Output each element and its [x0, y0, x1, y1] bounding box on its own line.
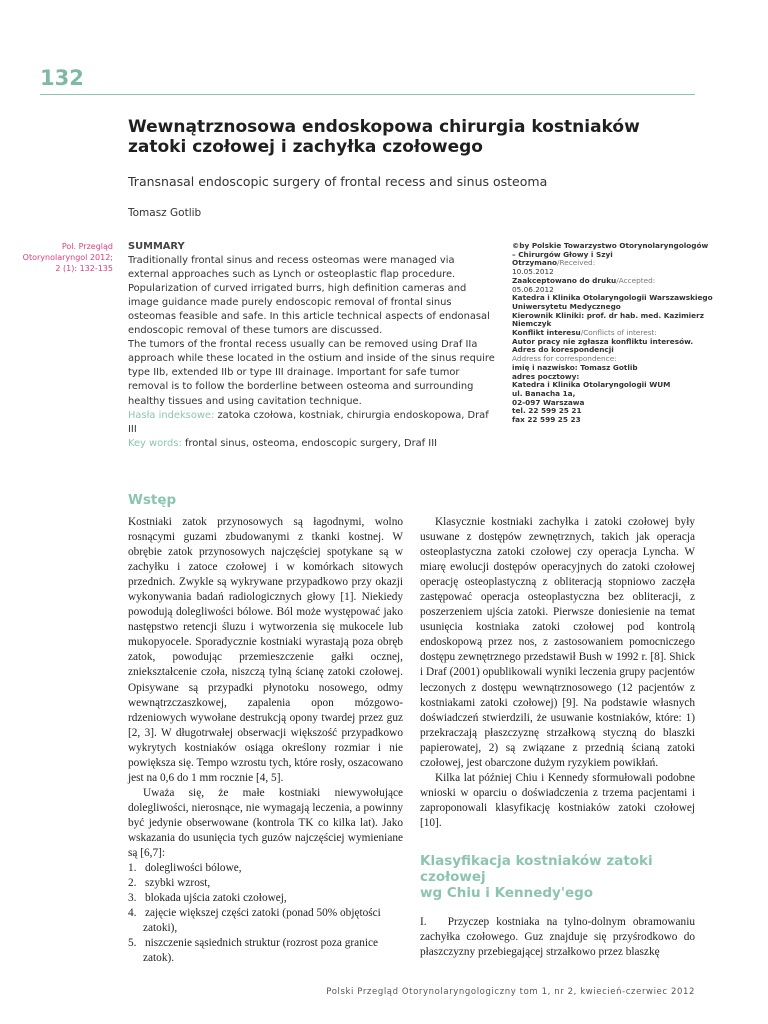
polish-keywords-label: Hasła indeksowe: [128, 409, 215, 421]
summary-paragraph-2: The tumors of the frontal recess usually can be removed using Draf IIa approach while these located in the ostium and inside of the sinus require type IIb, extended IIb or type III drainage. Important for safe tumor removal is to follow the borderline between osteoma and surrounding healthy tissues and using cavitation technique. [128, 339, 495, 407]
list-item: 3. blokada ujścia zatoki czołowej, [128, 892, 287, 905]
accepted-label-en: /Accepted: [616, 275, 656, 285]
citation [18, 241, 113, 274]
article-info-sidebar [512, 241, 713, 425]
received-date: 10.05.2012 [512, 267, 554, 277]
classification-type-1: I. Przyczep kostniaka na tylno-dolnym obramowaniu zachyłka czołowego. Guz znajduje się przyśrodkowo do płaszczyzny przebiegającej strzałkowo przez blaszkę [420, 915, 695, 959]
indications-list [128, 861, 403, 966]
fax: fax 22 599 25 23 [512, 415, 581, 425]
correspondence-label: Adres do korespondencji [512, 345, 614, 355]
summary-paragraph-1: Traditionally frontal sinus and recess osteomas were managed via external approaches such as Lynch or osteoplastic flap procedure. Popularization of curved irrigated burrs, high definition cameras and image guidance made purely endoscopic removal of frontal sinus osteomas feasible and safe. In this article technical aspects of endonasal endoscopic removal of these tumors are discussed. [128, 255, 490, 337]
postal-street: ul. Banacha 1a, [512, 388, 576, 398]
author: Tomasz Gotlib [128, 207, 202, 219]
affiliation-line-2: Uniwersytetu Medycznego [512, 301, 621, 311]
received-label: Otrzymano [512, 258, 558, 268]
english-keywords [128, 437, 496, 451]
journal-footer: Polski Przegląd Otorynolaryngologiczny tom 1, nr 2, kwiecień-czerwiec 2012 [326, 987, 695, 997]
accepted-label: Zaakceptowano do druku [512, 275, 617, 285]
list-item: 1. dolegliwości bólowe, [128, 862, 242, 875]
postal-city: 02-097 Warszawa [512, 397, 585, 407]
list-item: 5. niszczenie sąsiednich struktur (rozrost poza granice zatok). [128, 937, 379, 965]
history-paragraph: Klasycznie kostniaki zachyłka i zatoki czołowej były usuwane z dostępów zewnętrznych, takich jak operacja osteoplastyczna zatoki czołowej czy operacja Lyncha. W miarę ewolucji dostępów operacyjnych do zatoki czołowej operację osteoplastyczną z obliteracją stopniowo zaczęła zastępować operacja osteoplastyczna bez obliteracji, z poszerzeniem ujścia zatoki. Pierwsze doniesienie na temat usunięcia kostniaka zatoki czołowej pod kontrolą endoskopową przez nos, z zastosowaniem pomocniczego dostępu zewnętrznego przedstawił Bush w 1992 r. [8]. Shick i Draf (2001) opublikowali wyniki leczenia grupy pacjentów leczonych z dostępu wewnątrznosowego (12 pacjentów z kostniakami zatoki czołowej) [9]. Na podstawie własnych doświadczeń stwierdzili, że usuwanie kostniaków, które: 1) przekraczają płaszczyznę strzałkową styczną do blaszki papierowatej, 2) są związane z przednią ścianą zatoki czołowej, jest obarczone dużym ryzykiem powikłań. [420, 516, 695, 769]
citation-line-2: Otorynolaryngol 2012; [22, 253, 113, 262]
chiu-kennedy-paragraph: Kilka lat później Chiu i Kennedy sformułowali podobne wnioski w oparciu o doświadczenia z trzema pacjentami i zaproponowali klasyfikację kostniaków zatoki czołowej [10]. [420, 771, 695, 829]
list-item: 4. zajęcie większej części zatoki (ponad 50% objętości zatoki), [128, 907, 381, 935]
summary-block [128, 240, 496, 451]
english-keywords-text: frontal sinus, osteoma, endoscopic surgery, Draf III [184, 437, 438, 449]
copyright-line-2: – Chirurgów Głowy i Szyi [512, 249, 613, 259]
classification-heading-line-2: wg Chiu i Kennedy'ego [420, 884, 594, 901]
english-title: Transnasal endoscopic surgery of frontal recess and sinus osteoma [128, 174, 548, 189]
correspondence-label-en: Address for correspondence: [512, 354, 617, 364]
clinic-head-line-2: Niemczyk [512, 319, 552, 329]
polish-keywords [128, 409, 496, 437]
intro-paragraph-1: Kostniaki zatok przynosowych są łagodnymi, wolno rosnącymi guzami zbudowanymi z tkanki kostnej. W obrębie zatok przynosowych najczęściej spotykane są w zachyłku i zatoce czołowej i w komórkach sitowych przednich. Zwykle są wykrywane przypadkowo przy okazji wykonywania badań radiologicznych głowy [1]. Niekiedy powodują dolegliwości bólowe. Ból może występować jako następstwo retencji śluzu i wytworzenia się mukocele lub mukopyocele. Sporadycznie kostniaki wyrastają poza obręb zatok, powodując przemieszczenie gałki ocznej, zniekształcenie czoła, niszczą tylną ścianę zatoki czołowej. Opisywane są przypadki płynotoku nosowego, odmy wewnątrzczaszkowej, zapalenia opon mózgowo-rdzeniowych wywołane destrukcją opony twardej przez guz [2, 3]. W długotrwałej obserwacji większość przypadkowo wykrytych kostniaków osiąga określony rozmiar i nie powiększa się. Tempo wzrostu tych, które rosły, oszacowano jest na 0,6 do 1 mm rocznie [4, 5]. [128, 516, 403, 784]
coi-text: Autor pracy nie zgłasza konfliktu interesów. [512, 336, 694, 346]
intro-paragraph-2: Uważa się, że małe kostniaki niewywołujące dolegliwości, nierosnące, nie wymagają leczenia, a powinny być jedynie obserwowane (kontrola TK co kilka lat). Jako wskazania do usunięcia tych guzów najczęściej wymieniane są [6,7]: [128, 786, 403, 860]
polish-keywords-text: zatoka czołowa, kostniak, chirurgia endoskopowa, Draf III [128, 409, 489, 435]
article-title [128, 117, 668, 157]
classification-heading-line-1: Klasyfikacja kostniaków zatoki czołowej [420, 852, 653, 885]
postal-institution: Katedra i Klinika Otolaryngologii WUM [512, 380, 671, 390]
citation-line-3: 2 (1): 132-135 [55, 264, 113, 273]
title-line-2: zatoki czołowej i zachyłka czołowego [128, 137, 483, 157]
list-item: 2. szybki wzrost, [128, 877, 211, 890]
citation-line-1: Pol. Przegląd [61, 242, 113, 251]
summary-heading: SUMMARY [128, 241, 185, 252]
header-rule [40, 94, 695, 95]
english-keywords-label: Key words: [128, 437, 182, 449]
received-label-en: /Received: [557, 258, 596, 268]
page-number: 132 [40, 66, 84, 90]
phone: tel. 22 599 25 21 [512, 406, 582, 416]
correspondence-name: imię i nazwisko: Tomasz Gotlib [512, 362, 638, 372]
accepted-date: 05.06.2012 [512, 284, 554, 294]
clinic-head-line-1: Kierownik Kliniki: prof. dr hab. med. Kazimierz [512, 310, 704, 320]
section-heading-classification [420, 853, 695, 901]
affiliation-line-1: Katedra i Klinika Otolaryngologii Warszawskiego [512, 293, 713, 303]
title-line-1: Wewnątrznosowa endoskopowa chirurgia kostniaków [128, 117, 640, 137]
coi-label: Konflikt interesu [512, 328, 581, 338]
left-column [128, 515, 403, 966]
postal-label: adres pocztowy: [512, 371, 580, 381]
right-column [420, 515, 695, 960]
section-heading-introduction: Wstęp [128, 492, 177, 508]
copyright-line-1: ©by Polskie Towarzystwo Otorynolaryngologów [512, 241, 709, 250]
coi-label-en: /Conflicts of interest: [580, 328, 657, 338]
